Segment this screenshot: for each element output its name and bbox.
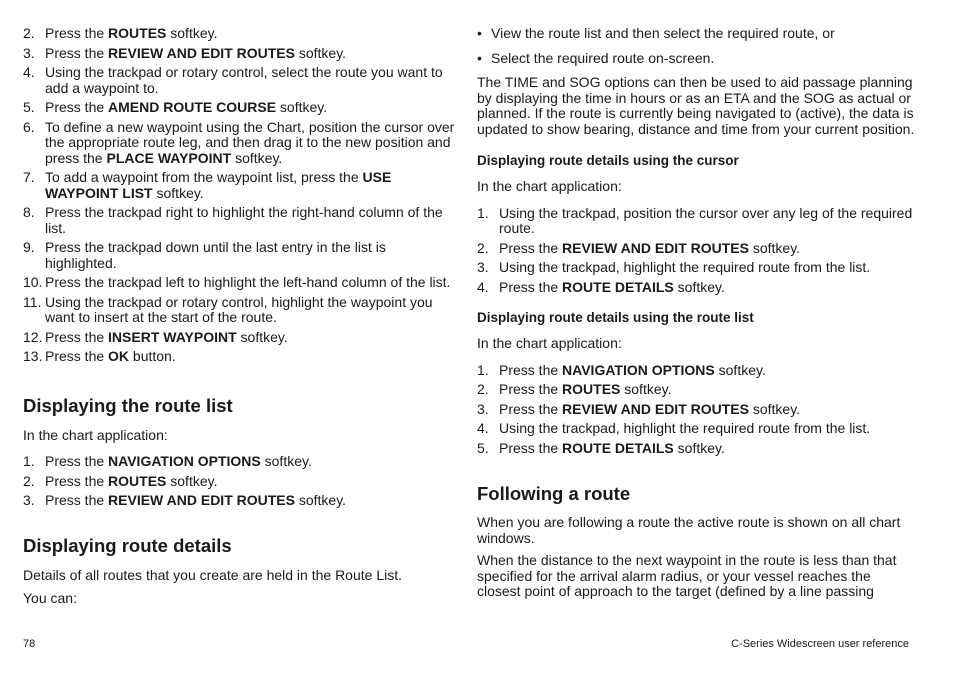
step-number: 3. (23, 44, 35, 61)
step-number: 2. (477, 239, 489, 256)
step-item (477, 441, 917, 457)
step-number: 8. (23, 204, 35, 220)
heading-displaying-route-details: Displaying route details (23, 534, 232, 556)
step-item (477, 402, 917, 418)
softkey-label: REVIEW AND EDIT ROUTES (562, 239, 749, 256)
step-number: 5. (23, 99, 35, 115)
time-sog-paragraph: The TIME and SOG options can then be used to aid passage planning by displaying the time in hours or as an ETA and the SOG as actual or planned. If the route is currently being navigated to (active), the data is updated to show bearing, distance and time from your current position. (477, 74, 915, 137)
softkey-label: ROUTE DETAILS (562, 278, 674, 295)
step-item (23, 205, 457, 236)
step-item (477, 206, 917, 237)
page-number: 78 (23, 638, 36, 650)
softkey-label: PLACE WAYPOINT (106, 149, 232, 166)
step-text: Press the (45, 453, 109, 469)
step-text: Press the (499, 278, 563, 295)
softkey-label: ROUTES (108, 25, 167, 41)
step-item (23, 100, 457, 116)
route-details-paragraph: Details of all routes that you create are held in the Route List. (23, 566, 402, 583)
step-text: softkey. (236, 328, 288, 345)
step-number: 9. (23, 239, 35, 255)
step-item (23, 474, 457, 490)
following-paragraph-2: When the distance to the next waypoint in the route is less than that specified for the arrival alarm radius, or your vessel reaches the closest point of approach to the target (defined by a line passing (477, 552, 897, 599)
step-item (23, 330, 457, 346)
step-text: Press the (45, 44, 109, 61)
subheading-details-cursor: Displaying route details using the cursor (477, 153, 739, 168)
route-list-intro-right: In the chart application: (477, 335, 622, 351)
step-text: button. (129, 348, 176, 364)
step-number: 1. (477, 361, 489, 378)
step-number: 6. (23, 118, 35, 135)
route-options-bullets (477, 26, 917, 66)
heading-following-route: Following a route (477, 483, 631, 504)
step-item (23, 120, 457, 167)
step-text: softkey. (294, 44, 347, 61)
step-text: Press the trackpad left to highlight the left-hand column of the list. (45, 274, 451, 290)
step-number: 2. (477, 381, 489, 397)
step-item (23, 46, 457, 62)
step-number: 12. (23, 328, 43, 345)
amend-route-steps (23, 26, 457, 365)
step-text: softkey. (166, 25, 218, 41)
heading-displaying-route-list: Displaying the route list (23, 394, 233, 416)
step-item (23, 454, 457, 470)
step-text: softkey. (673, 439, 725, 456)
step-text: Press the (499, 400, 563, 417)
step-text: Press the (45, 348, 109, 364)
step-item (477, 363, 917, 379)
step-text: Press the trackpad down until the last entry in the list is highlighted. (45, 239, 386, 271)
step-item (23, 493, 457, 509)
subheading-details-route-list: Displaying route details using the route list (477, 310, 754, 325)
step-number: 13. (23, 348, 43, 364)
right-column (477, 26, 917, 600)
step-number: 3. (477, 400, 489, 417)
step-number: 4. (23, 64, 35, 80)
softkey-label: OK (108, 348, 130, 364)
step-item (23, 295, 457, 326)
step-text: softkey. (620, 381, 672, 397)
step-text: softkey. (748, 239, 801, 256)
step-item (477, 382, 917, 398)
route-list-detail-steps (477, 363, 917, 457)
step-item (23, 170, 457, 201)
you-can-text: You can: (23, 590, 77, 606)
cursor-steps (477, 206, 917, 296)
step-number: 5. (477, 439, 489, 456)
softkey-label: AMEND ROUTE COURSE (108, 99, 277, 115)
step-number: 3. (23, 492, 35, 508)
step-number: 10. (23, 274, 43, 290)
step-text: Press the (45, 492, 109, 508)
step-text: Press the trackpad right to highlight the right-hand column of the list. (45, 204, 443, 236)
step-text: softkey. (231, 149, 283, 166)
step-number: 4. (477, 420, 489, 436)
step-text: Using the trackpad, highlight the required route from the list. (499, 420, 871, 436)
step-text: softkey. (748, 400, 801, 417)
step-text: Press the (45, 472, 109, 489)
step-text: Press the (45, 99, 109, 115)
step-item (23, 26, 457, 42)
step-text: Using the trackpad, highlight the required route from the list. (499, 259, 871, 275)
step-item (23, 275, 457, 291)
document-title: C-Series Widescreen user reference (731, 638, 909, 650)
step-text: Using the trackpad or rotary control, select the route you want to add a waypoint to. (45, 64, 443, 96)
step-text: Press the (45, 25, 109, 41)
step-item (23, 65, 457, 96)
softkey-label: REVIEW AND EDIT ROUTES (108, 44, 295, 61)
step-number: 2. (23, 472, 35, 489)
left-column (23, 26, 457, 607)
step-item (23, 349, 457, 365)
step-text: softkey. (673, 278, 725, 295)
step-text: softkey. (152, 184, 204, 201)
step-item (477, 241, 917, 257)
step-number: 1. (477, 204, 489, 221)
step-number: 7. (23, 169, 35, 185)
softkey-label: ROUTES (108, 472, 167, 489)
step-text: softkey. (714, 361, 766, 378)
step-number: 3. (477, 259, 489, 275)
step-text: To add a waypoint from the waypoint list, press the (45, 169, 363, 185)
softkey-label: ROUTES (562, 381, 621, 397)
route-list-steps (23, 454, 457, 509)
bullet-item: • Select the required route on-screen. (477, 51, 917, 67)
step-number: 2. (23, 25, 35, 41)
softkey-label: ROUTE DETAILS (562, 439, 674, 456)
softkey-label: INSERT WAYPOINT (108, 328, 237, 345)
step-number: 11. (23, 293, 42, 310)
step-text: Press the (45, 328, 109, 345)
step-text: Using the trackpad, position the cursor over any leg of the required route. (499, 204, 913, 236)
softkey-label: REVIEW AND EDIT ROUTES (108, 492, 295, 508)
step-text: softkey. (294, 492, 347, 508)
step-item (23, 240, 457, 271)
cursor-intro: In the chart application: (477, 178, 622, 194)
step-text: Press the (499, 381, 563, 397)
softkey-label: USE WAYPOINT LIST (45, 169, 392, 201)
step-text: softkey. (260, 453, 312, 469)
softkey-label: NAVIGATION OPTIONS (562, 361, 715, 378)
bullet-item: • View the route list and then select the required route, or (477, 26, 917, 42)
step-item (477, 280, 917, 296)
step-number: 1. (23, 453, 35, 469)
step-text: Press the (499, 361, 563, 378)
step-text: softkey. (276, 99, 328, 115)
step-text: Using the trackpad or rotary control, highlight the waypoint you want to insert at the start of the route. (45, 293, 433, 325)
step-text: Press the (499, 239, 563, 256)
step-text: To define a new waypoint using the Chart, position the cursor over the appropriate route leg, and then drag it to the new position and press the (45, 118, 455, 166)
softkey-label: REVIEW AND EDIT ROUTES (562, 400, 749, 417)
step-item (477, 421, 917, 437)
step-item (477, 260, 917, 276)
step-text: Press the (499, 439, 563, 456)
route-list-intro: In the chart application: (23, 426, 168, 443)
softkey-label: NAVIGATION OPTIONS (108, 453, 261, 469)
following-paragraph-1: When you are following a route the active route is shown on all chart windows. (477, 514, 901, 546)
step-number: 4. (477, 278, 489, 295)
step-text: softkey. (166, 472, 218, 489)
